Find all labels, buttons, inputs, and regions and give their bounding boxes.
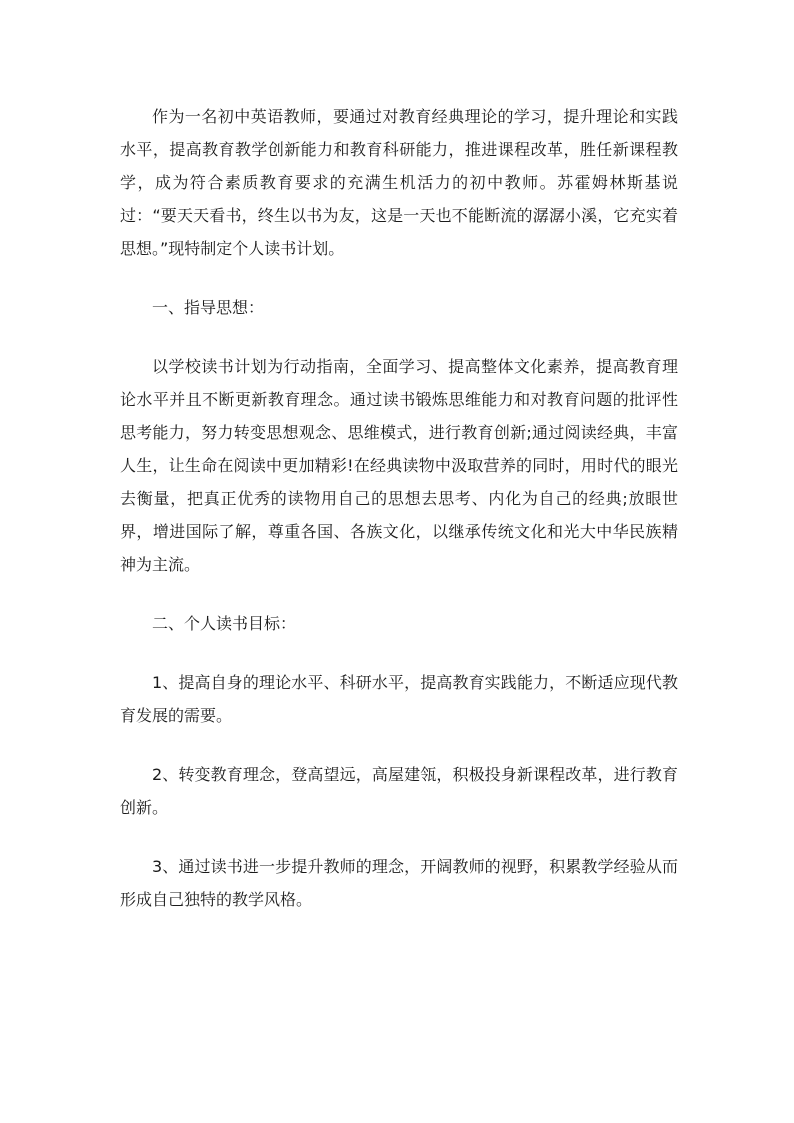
section-heading-reading-goals: 二、个人读书目标： (152, 614, 297, 633)
goal-item-1: 1、提高自身的理论水平、科研水平，提高教育实践能力，不断适应现代教育发展的需要。 (120, 673, 678, 725)
guiding-ideology-paragraph: 以学校读书计划为行动指南，全面学习、提高整体文化素养，提高教育理论水平并且不断更新教育理念。通过读书锻炼思维能力和对教育问题的批评性思考能力，努力转变思想观念、思维模式，进行教育创新;通过阅读经典，丰富人生，让生命在阅读中更加精彩!在经典读物中汲取营养的同时，用时代的眼光去衡量，把真正优秀的读物用自己的思想去思考、内化为自己的经典;放眼世界，增进国际了解，尊重各国、各族文化，以继承传统文化和光大中华民族精神为主流。 (120, 357, 678, 574)
intro-paragraph: 作为一名初中英语教师，要通过对教育经典理论的学习，提升理论和实践水平，提高教育教学创新能力和教育科研能力，推进课程改革，胜任新课程教学，成为符合素质教育要求的充满生机活力的初中教师。苏霍姆林斯基说过：“要天天看书，终生以书为友，这是一天也不能断流的潺潺小溪，它充实着思想。”现特制定个人读书计划。 (120, 107, 678, 258)
goal-item-2: 2、转变教育理念，登高望远，高屋建瓴，积极投身新课程改革，进行教育创新。 (120, 765, 678, 817)
section-heading-guiding-ideology: 一、指导思想： (152, 298, 265, 317)
goal-item-3: 3、通过读书进一步提升教师的理念，开阔教师的视野，积累教学经验从而形成自己独特的教学风格。 (120, 857, 678, 909)
document-body (120, 100, 678, 942)
